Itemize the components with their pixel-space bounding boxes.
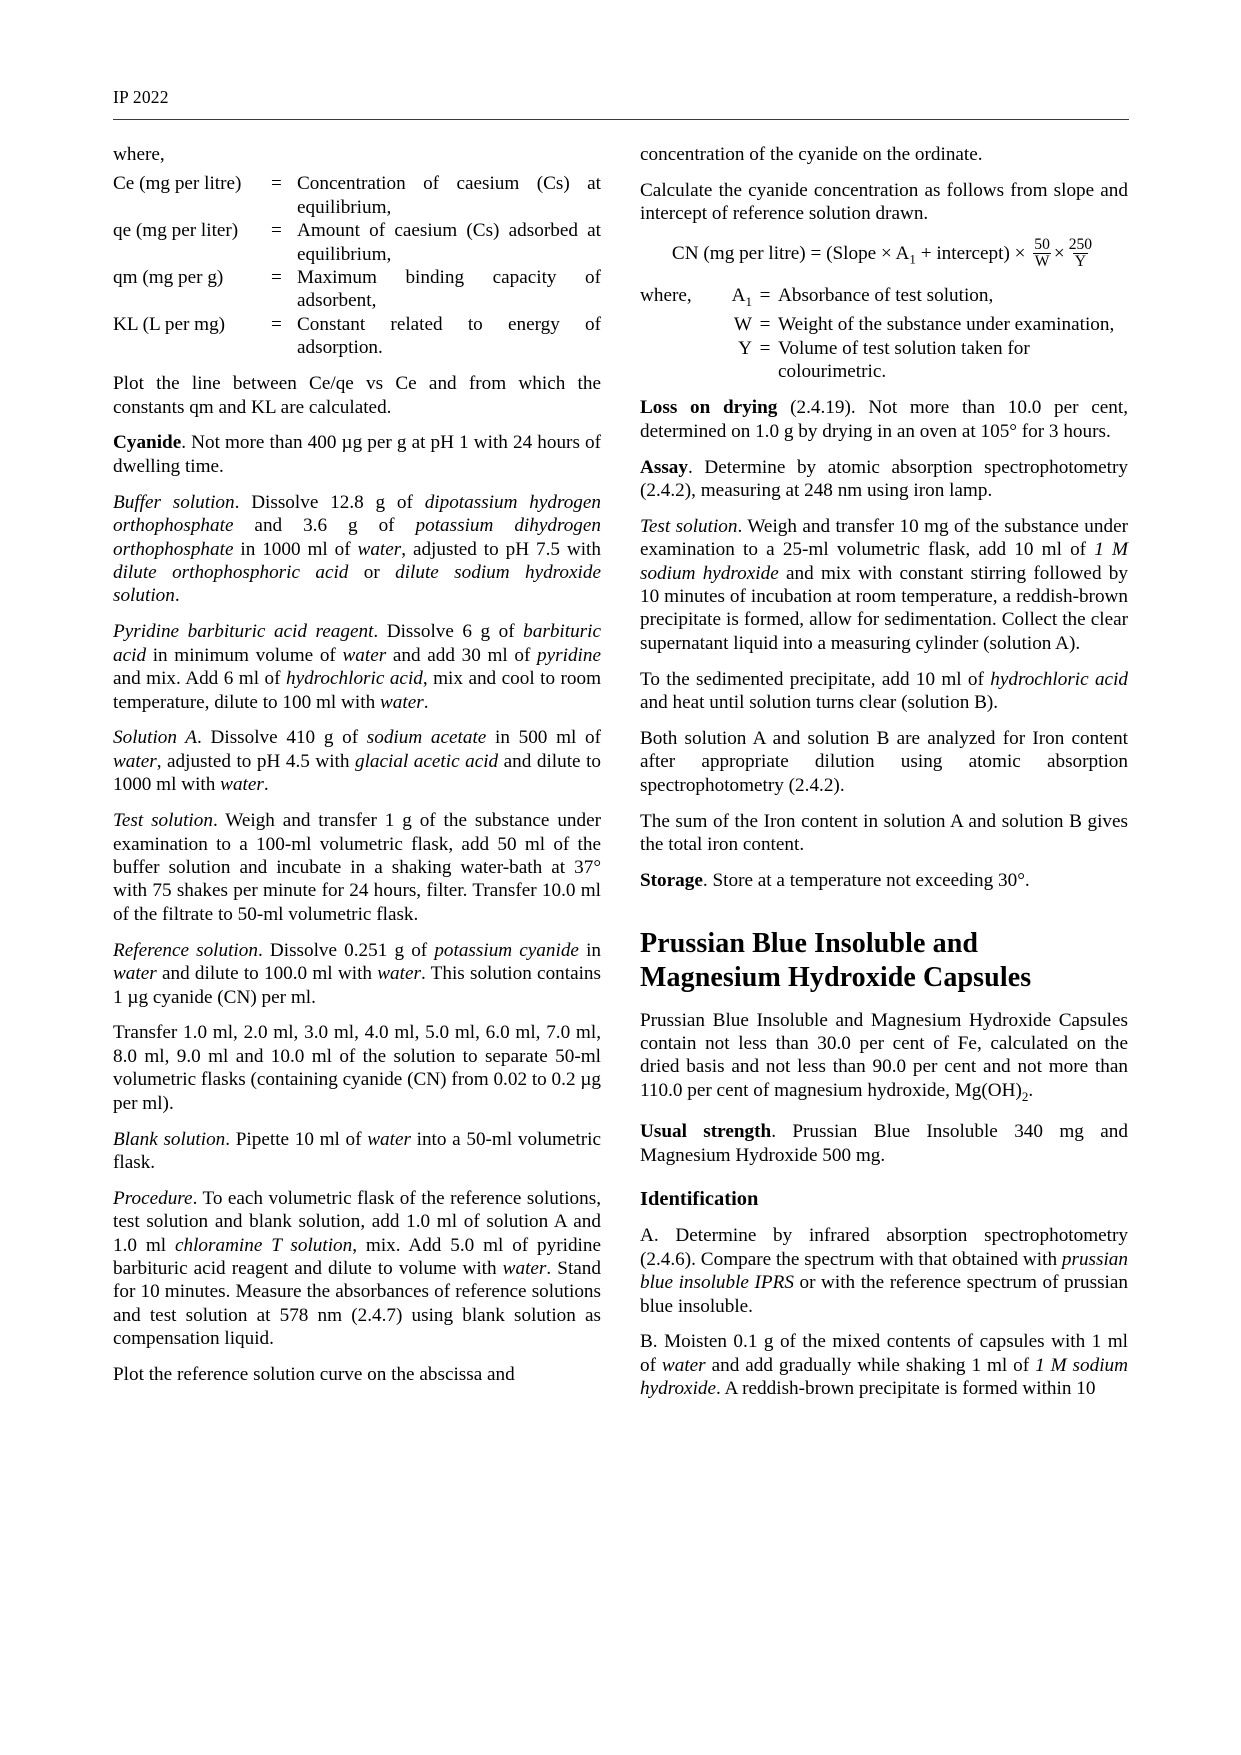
text-run: . Dissolve 410 g of bbox=[197, 727, 367, 749]
paragraph-assay bbox=[640, 456, 1128, 503]
definition-equals: = bbox=[759, 285, 771, 307]
text-run: . bbox=[1028, 1079, 1034, 1101]
italic-reagent: glacial acetic acid bbox=[354, 750, 499, 772]
text-run: . This solution contains 1 µg cyanide (CN) per ml. bbox=[113, 963, 601, 1008]
text-run: , mix. Add 5.0 ml of pyridine barbituric acid reagent and dilute to volume with bbox=[113, 1234, 601, 1280]
italic-reagent: water bbox=[661, 1354, 706, 1376]
text-run: . A reddish-brown precipitate is formed within 10 bbox=[716, 1378, 1096, 1400]
text-run: in 1000 ml of bbox=[233, 538, 358, 560]
formula-lhs-subscript: 1 bbox=[909, 251, 916, 267]
fraction-50-over-w bbox=[1032, 237, 1052, 270]
italic-reagent: 1 M sodium hydroxide bbox=[640, 1354, 1128, 1400]
text-run: in 500 ml of bbox=[486, 727, 602, 749]
definition-row bbox=[113, 219, 601, 266]
text-run: . bbox=[174, 585, 180, 607]
text-run: and mix. Add 6 ml of bbox=[113, 668, 286, 690]
definition-term: Ce (mg per litre) bbox=[113, 173, 242, 195]
formula-symbol-definitions bbox=[640, 284, 1128, 383]
italic-reagent: 1 M sodium hydroxide bbox=[640, 539, 1129, 584]
italic-reagent: water bbox=[357, 538, 402, 560]
text-run: , mix and cool to room temperature, dilute to 100 ml with bbox=[113, 668, 602, 713]
text-run: into a 50-ml volumetric flask. bbox=[113, 1128, 601, 1173]
paragraph-storage bbox=[640, 869, 1128, 892]
formula-lhs: CN (mg per litre) = (Slope × A bbox=[671, 243, 910, 265]
header-rule bbox=[113, 119, 1129, 120]
running-title: IP 2022 bbox=[113, 87, 169, 107]
formula-times: × bbox=[1053, 243, 1065, 265]
assay-label: Assay bbox=[640, 456, 688, 478]
italic-reagent: hydrochloric acid bbox=[285, 668, 423, 690]
two-column-body bbox=[113, 143, 1129, 1413]
italic-reagent: dipotassium hydrogen orthophosphate bbox=[113, 491, 601, 537]
paragraph-cyanide bbox=[113, 431, 601, 478]
test-solution-label: Test solution bbox=[640, 515, 738, 537]
definition-description: Constant related to energy of adsorption. bbox=[297, 313, 601, 359]
symbol bbox=[710, 313, 752, 336]
definition-term: qm (mg per g) bbox=[113, 267, 224, 289]
paragraph-sum-iron: The sum of the Iron content in solution A and solution B gives the total iron content. bbox=[640, 810, 1128, 856]
left-column bbox=[113, 143, 601, 1413]
text-run: in bbox=[578, 939, 601, 961]
paragraph-pyridine-reagent bbox=[113, 620, 601, 714]
italic-reagent: chloramine T solution bbox=[174, 1234, 353, 1256]
buffer-solution-label: Buffer solution bbox=[113, 491, 235, 513]
paragraph-calculate: Calculate the cyanide concentration as follows from slope and intercept of reference solution drawn. bbox=[640, 179, 1128, 225]
definition-equals: = bbox=[759, 337, 771, 359]
paragraph-both-solutions: Both solution A and solution B are analyzed for Iron content after appropriate dilution using atomic absorption spectrophotometry (2.4.2). bbox=[640, 728, 1128, 796]
definition-row bbox=[113, 266, 601, 313]
italic-reagent: pyridine bbox=[537, 644, 601, 666]
italic-reagent: water bbox=[379, 691, 424, 713]
monograph-title bbox=[640, 927, 1128, 995]
definition-description: Maximum binding capacity of adsorbent, bbox=[297, 267, 601, 312]
fraction-denominator: Y bbox=[1074, 253, 1087, 271]
monograph-title-line1: Prussian Blue Insoluble and bbox=[640, 927, 979, 959]
italic-reagent: water bbox=[502, 1258, 547, 1280]
definition-description: Absorbance of test solution, bbox=[778, 285, 994, 307]
italic-reagent: water bbox=[342, 644, 387, 666]
storage-label: Storage bbox=[640, 870, 703, 892]
symbol bbox=[710, 337, 752, 360]
definition-term: KL (L per mg) bbox=[113, 313, 226, 335]
text-run: and dilute to 100.0 ml with bbox=[156, 963, 378, 985]
text-run: (2.4.19). Not more than 10.0 per cent, determined on 1.0 g by drying in an oven at 105° for 3 hours. bbox=[640, 397, 1129, 442]
definition-term: qe (mg per liter) bbox=[113, 220, 239, 242]
where-label: where, bbox=[640, 285, 692, 307]
italic-reagent: water bbox=[377, 963, 421, 985]
italic-reagent: barbituric acid bbox=[113, 621, 601, 666]
page-header bbox=[113, 88, 1128, 107]
formula-subscript: 2 bbox=[1021, 1088, 1029, 1104]
definition-row bbox=[113, 172, 601, 219]
paragraph-plot-line: Plot the line between Ce/qe vs Ce and from which the constants qm and KL are calculated. bbox=[113, 373, 601, 418]
text-run: in minimum volume of bbox=[146, 644, 343, 666]
right-column bbox=[640, 143, 1128, 1413]
paragraph-reference-solution bbox=[113, 939, 601, 1009]
paragraph-loss-on-drying bbox=[640, 396, 1128, 443]
definition-equals: = bbox=[271, 313, 282, 335]
text-run: A. Determine by infrared absorption spectrophotometry (2.4.6). Compare the spectrum with that obtained with bbox=[640, 1225, 1128, 1270]
definition-description: Concentration of caesium (Cs) at equilibrium, bbox=[297, 173, 601, 218]
definition-row bbox=[113, 313, 601, 360]
italic-reagent: prussian blue insoluble IPRS bbox=[640, 1248, 1128, 1294]
pyridine-reagent-label: Pyridine barbituric acid reagent bbox=[113, 621, 374, 643]
paragraph-monograph-intro bbox=[640, 1009, 1128, 1108]
definition-equals: = bbox=[271, 220, 282, 242]
usual-strength-label: Usual strength bbox=[640, 1121, 772, 1143]
symbol-letter: W bbox=[733, 314, 752, 336]
loss-on-drying-label: Loss on drying bbox=[640, 397, 778, 419]
definition-row bbox=[640, 337, 1128, 384]
definition-description: Weight of the substance under examination, bbox=[778, 314, 1115, 336]
test-solution-label: Test solution bbox=[113, 810, 213, 832]
symbol-subscript: 1 bbox=[745, 294, 752, 310]
definition-description: Volume of test solution taken for colourimetric. bbox=[778, 337, 1030, 383]
paragraph-sedimented-precipitate bbox=[640, 668, 1128, 715]
reference-solution-label: Reference solution bbox=[113, 939, 258, 961]
paragraph-test-solution-assay bbox=[640, 515, 1128, 655]
text-run: Prussian Blue Insoluble and Magnesium Hydroxide Capsules contain not less than 30.0 per cent of Fe, calculated on the dried basis and not less than 90.0 per cent and not more than 110.0 per cent of magnesium hydroxide, Mg(OH) bbox=[640, 1009, 1128, 1101]
procedure-label: Procedure bbox=[113, 1187, 193, 1209]
fraction-250-over-y bbox=[1067, 237, 1094, 270]
text-run: . To each volumetric flask of the reference solutions, test solution and blank solution, add 1.0 ml of solution A and 1.0 ml bbox=[113, 1187, 601, 1256]
definition-row bbox=[640, 313, 1128, 336]
fraction-denominator: W bbox=[1034, 253, 1050, 271]
text-run: . Determine by atomic absorption spectrophotometry (2.4.2), measuring at 248 nm using iron lamp. bbox=[640, 456, 1128, 501]
text-run: and add 30 ml of bbox=[386, 644, 538, 666]
fraction-numerator: 250 bbox=[1068, 236, 1093, 254]
paragraph-identification-a bbox=[640, 1224, 1128, 1318]
italic-reagent: water bbox=[367, 1128, 411, 1150]
italic-reagent: potassium dihydrogen orthophosphate bbox=[113, 515, 601, 560]
italic-reagent: water bbox=[113, 750, 157, 772]
italic-reagent: dilute orthophosphoric acid bbox=[113, 562, 349, 583]
paragraph-solution-a bbox=[113, 726, 601, 796]
text-run: . Dissolve 6 g of bbox=[373, 621, 524, 643]
text-run: . Prussian Blue Insoluble 340 mg and Magnesium Hydroxide 500 mg. bbox=[640, 1121, 1128, 1166]
paragraph-continuation: concentration of the cyanide on the ordinate. bbox=[640, 144, 983, 165]
text-run: . Stand for 10 minutes. Measure the absorbances of reference solutions and test solution at 578 nm (2.4.7) using blank solution as compensation liquid. bbox=[113, 1258, 601, 1350]
text-run: B. Moisten 0.1 g of the mixed contents of capsules with 1 ml of bbox=[640, 1331, 1128, 1376]
paragraph-buffer-solution bbox=[113, 491, 601, 608]
fraction-numerator: 50 bbox=[1034, 236, 1050, 254]
definition-equals: = bbox=[271, 267, 282, 289]
symbol-definition-list bbox=[113, 172, 601, 359]
text-run: . Dissolve 12.8 g of bbox=[234, 491, 425, 513]
cyanide-concentration-formula bbox=[640, 238, 1128, 271]
paragraph-transfer-aliquots: Transfer 1.0 ml, 2.0 ml, 3.0 ml, 4.0 ml, 5.0 ml, 6.0 ml, 7.0 ml, 8.0 ml, 9.0 ml and 10.0 ml of the solution to separate 50-ml volumetric flasks (containing cyanide (CN) from 0.02 to 0.2 µg per ml). bbox=[113, 1022, 601, 1114]
italic-reagent: water bbox=[113, 963, 157, 985]
cyanide-label: Cyanide bbox=[113, 432, 182, 454]
text-run: and dilute to 1000 ml with bbox=[113, 750, 601, 796]
cyanide-text: . Not more than 400 µg per g at pH 1 with 24 hours of dwelling time. bbox=[113, 432, 601, 477]
text-run: . Store at a temperature not exceeding 30°. bbox=[702, 870, 1030, 892]
paragraph-test-solution bbox=[113, 809, 601, 926]
text-run: or with the reference spectrum of prussian blue insoluble. bbox=[640, 1272, 1128, 1317]
italic-reagent: sodium acetate bbox=[366, 727, 487, 749]
symbol bbox=[710, 284, 752, 313]
italic-reagent: water bbox=[220, 774, 264, 796]
definition-description: Amount of caesium (Cs) adsorbed at equilibrium, bbox=[297, 220, 601, 265]
symbol-letter: A bbox=[731, 285, 746, 307]
italic-reagent: hydrochloric acid bbox=[990, 668, 1128, 690]
text-run: and add gradually while shaking 1 ml of bbox=[705, 1354, 1036, 1376]
text-run: , adjusted to pH 4.5 with bbox=[156, 750, 355, 772]
italic-reagent: potassium cyanide bbox=[434, 939, 579, 961]
definition-equals: = bbox=[759, 314, 771, 336]
paragraph-usual-strength bbox=[640, 1120, 1128, 1167]
text-run: . bbox=[263, 774, 269, 796]
text-run: . Pipette 10 ml of bbox=[225, 1128, 368, 1150]
text-run: . Weigh and transfer 1 g of the substance under examination to a 100-ml volumetric flask, add 50 ml of the buffer solution and incubate in a shaking water-bath at 37° with 75 shakes per minute for 24 hours, filter. Transfer 10.0 ml of the filtrate to 50-ml volumetric flask. bbox=[113, 810, 602, 925]
text-run: . Dissolve 0.251 g of bbox=[257, 939, 435, 961]
formula-mid: + intercept) × bbox=[915, 243, 1031, 265]
text-run: . Weigh and transfer 10 mg of the substance under examination to a 25-ml volumetric flask, add 10 ml of bbox=[640, 515, 1128, 561]
text-run: To the sedimented precipitate, add 10 ml of bbox=[640, 668, 991, 690]
paragraph-procedure bbox=[113, 1187, 601, 1351]
symbol-letter: Y bbox=[738, 337, 752, 359]
text-run: , adjusted to pH 7.5 with bbox=[401, 538, 601, 560]
text-run: and 3.6 g of bbox=[233, 515, 416, 537]
paragraph-identification-b bbox=[640, 1330, 1128, 1400]
text-run: and mix with constant stirring followed by 10 minutes of incubation at room temperature, a reddish-brown precipitate is formed, allow for sedimentation. Collect the clear supernatant liquid into a measuring cylinder (solution A). bbox=[640, 562, 1128, 654]
text-run: and heat until solution turns clear (solution B). bbox=[640, 692, 999, 714]
text-run: . bbox=[423, 691, 429, 713]
definition-row bbox=[640, 284, 1128, 313]
text-run: or bbox=[348, 562, 396, 583]
monograph-title-line2: Magnesium Hydroxide Capsules bbox=[640, 961, 1032, 993]
identification-heading: Identification bbox=[640, 1188, 759, 1211]
italic-reagent: dilute sodium hydroxide solution bbox=[113, 562, 601, 607]
blank-solution-label: Blank solution bbox=[113, 1128, 226, 1150]
paragraph-plot-curve: Plot the reference solution curve on the abscissa and bbox=[113, 1364, 515, 1386]
paragraph-blank-solution bbox=[113, 1128, 601, 1175]
where-label: where, bbox=[113, 144, 165, 165]
solution-a-label: Solution A bbox=[113, 727, 198, 749]
definition-equals: = bbox=[271, 173, 282, 195]
